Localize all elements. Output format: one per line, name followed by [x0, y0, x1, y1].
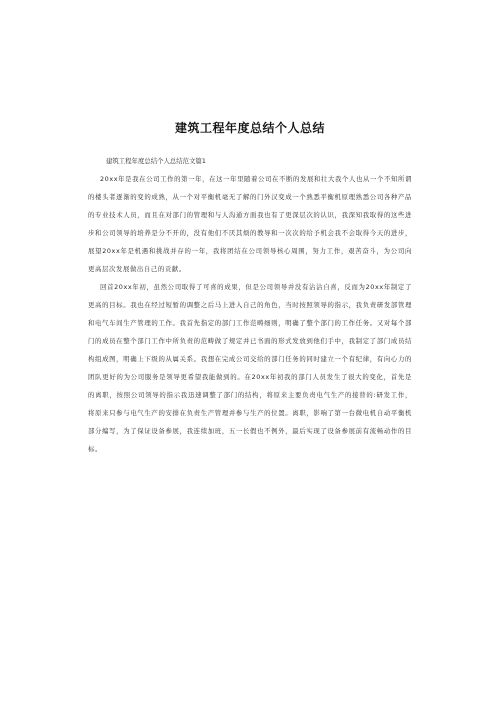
document-body	[88, 152, 412, 458]
paragraph-2: 回首20xx年初，虽然公司取得了可喜的成果，但是公司领导并没有沾沾自喜，反而为20xx年制定了更高的目标。我也在经过短暂的调整之后马上进入自己的角色，当时按照领导的指示，我负责研发部管理和电气车间生产管理的工作。我首先指定的部门工作范畴细则，明确了整个部门的工作任务。又对每个部门的成员在整个部门工作中所负责的范畴做了规定并已书面的形式发放到他们手中，我制定了部门成员结构组成图，明确上下级的从属关系。我想在完成公司交给的部门任务的同时建立一个有纪律，有向心力的团队更好的为公司服务是领导更希望我能做到的。在20xx年初我的部门人员发生了很大的变化，首先是的离职，按照公司领导的指示我迅速调整了部门的结构，将原来主要负责电气生产的接替的:研发工作，将原来只参与电气生产的安排在负责生产管理并参与生产的位置。离职，影响了第一台微电机自动平衡机部分编写，为了保证设备参展，我连续加班，五一长假也不例外，最后实现了设备参展前有流畅动作的目标。	[88, 283, 412, 453]
paragraph-1: 20xx年是我在公司工作的第一年，在这一年里随着公司在不断的发展和壮大我个人也从一个不知所谓的楼头者逐渐的变的成熟，从一个对平衡机毫无了解的门外汉变成一个熟悉平衡机原理熟悉公司各种产品的专业技术人员，而且在对部门的管理和与人沟通方面我也有了更深层次的认识，我深知我取得的这些进步和公司领导的培养是分不开的，没有他们不厌其烦的教导和一次次的给予机会我不会取得今天的进步，展望20xx年是机遇和挑战并存的一年，我将团结在公司领导核心周围，努力工作，艰苦奋斗，为公司向更高层次发展做出自己的贡献。	[88, 175, 412, 273]
section-subheading: 建筑工程年度总结个人总结范文篇1	[106, 157, 206, 165]
document-title: 建筑工程年度总结个人总结	[174, 121, 325, 135]
